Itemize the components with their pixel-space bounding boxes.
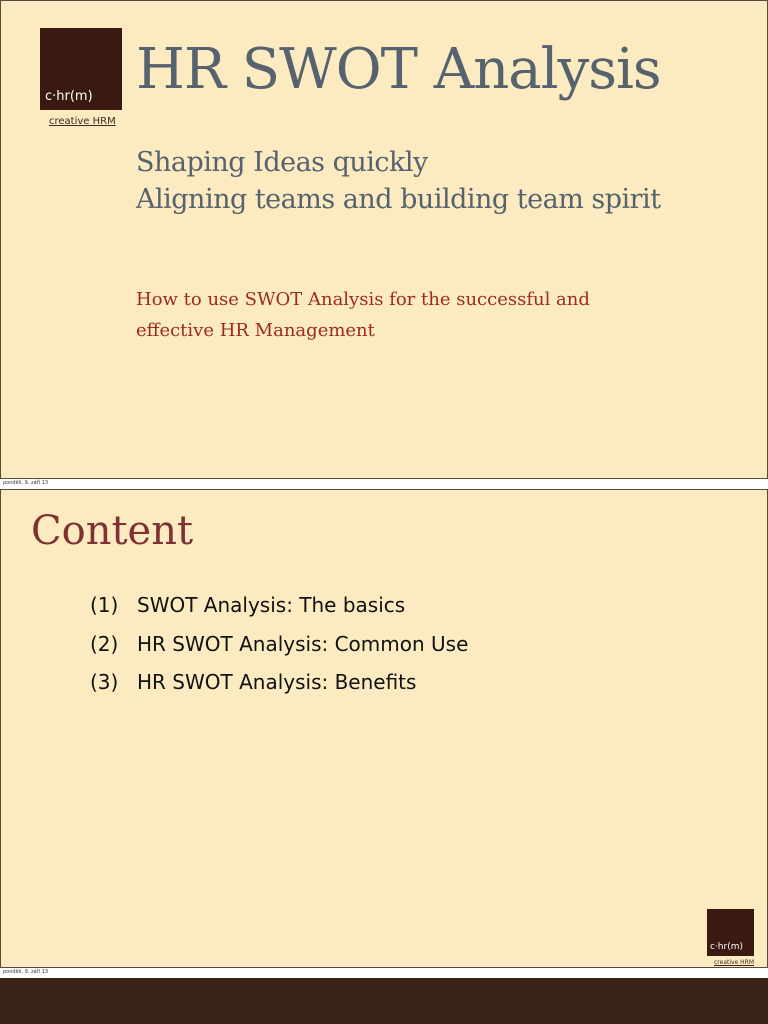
list-item-label: HR SWOT Analysis: Benefits xyxy=(137,670,417,695)
next-slide-edge xyxy=(0,978,768,1024)
slide-content xyxy=(0,489,768,968)
slide-footer-date: pondělí, 9. září 13 xyxy=(3,969,49,975)
logo-caption-link[interactable]: creative HRM xyxy=(49,116,116,127)
company-logo xyxy=(40,28,122,110)
presentation-title: HR SWOT Analysis xyxy=(136,37,661,102)
list-item xyxy=(90,586,468,625)
list-item xyxy=(90,663,468,702)
subtitle-line: Shaping Ideas quickly xyxy=(136,147,428,178)
content-heading: Content xyxy=(31,508,194,554)
logo-text: c·hr(m) xyxy=(710,942,744,952)
logo-text: c·hr(m) xyxy=(45,89,93,104)
slide-footer-date: pondělí, 9. září 13 xyxy=(3,480,49,486)
list-item-number: (1) xyxy=(90,593,119,618)
slide-title xyxy=(0,0,768,479)
list-item-number: (2) xyxy=(90,631,119,656)
content-list xyxy=(90,586,468,702)
list-item-label: SWOT Analysis: The basics xyxy=(137,593,406,618)
company-logo-small xyxy=(707,909,754,956)
list-item-label: HR SWOT Analysis: Common Use xyxy=(137,631,469,656)
subtitle-line: Aligning teams and building team spirit xyxy=(136,184,661,215)
list-item-number: (3) xyxy=(90,670,119,695)
logo-caption-link[interactable]: creative HRM xyxy=(714,959,755,966)
tagline-line: How to use SWOT Analysis for the successful and xyxy=(136,289,590,310)
list-item xyxy=(90,625,468,664)
tagline-line: effective HR Management xyxy=(136,320,375,341)
